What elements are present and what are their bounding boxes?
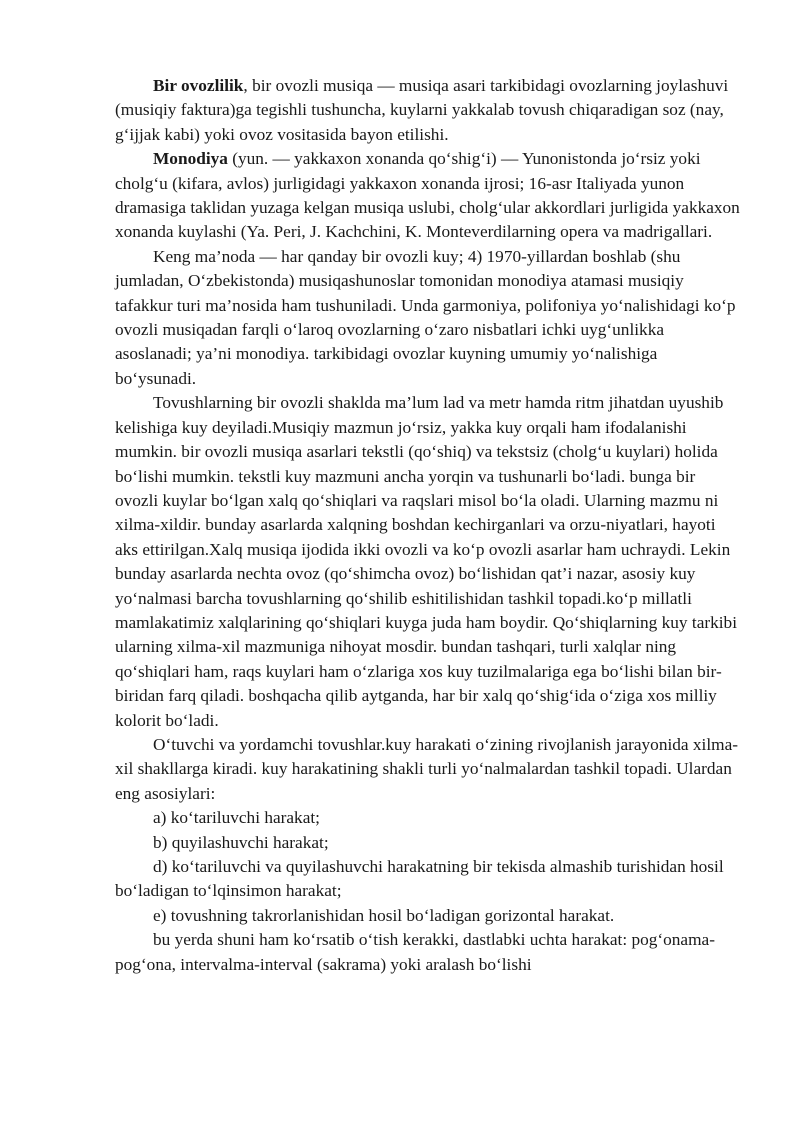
term-bir-ovozlilik: Bir ovozlilik xyxy=(153,76,244,95)
list-item-a: a) ko‘tariluvchi harakat; xyxy=(153,808,320,828)
list-item-d: d) ko‘tariluvchi va quyilashuvchi harakatning bir tekisda almashib turishidan hosil bo‘ladigan to‘lqinsimon harakat; xyxy=(115,857,724,901)
paragraph-keng-manoda: Keng ma’noda — har qanday bir ovozli kuy; 4) 1970-yillardan boshlab (shu jumladan, O‘zbekistonda) musiqashunoslar tomonidan monodiya atamasi musiqiy tafakkur turi ma’nosida ham tushuniladi. Unda garmoniya, polifoniya yo‘nalishidagi ko‘p ovozli musiqadan farqli o‘laroq ovozlarning o‘zaro nisbatlari ichki uyg‘unlikka asoslanadi; ya’ni monodiya. tarkibidagi ovozlar kuyning umumiy yo‘nalishiga bo‘ysunadi. xyxy=(115,246,736,388)
paragraph-kuy-definition: Tovushlarning bir ovozli shaklda ma’lum lad va metr hamda ritm jihatdan uyushib kelishiga kuy deyiladi.Musiqiy mazmun jo‘rsiz, yakka kuy orqali ham ifodalanishi mumkin. bir ovozli musiqa asarlari tekstli (qo‘shiq) va tekstsiz (cholg‘u kuylari) holida bo‘lishi mumkin. tekstli kuy mazmuni ancha yorqin va tushunarli bo‘ladi. bunga bir ovozli kuylar bo‘lgan xalq qo‘shiqlari va raqslari misol bo‘la oladi. Ularning mazmu ni xilma-xildir. bunday asarlarda xalqning boshdan kechirganlari va orzu-niyatlari, hayoti aks ettirilgan.Xalq musiqa ijodida ikki ovozli va ko‘p ovozli asarlar ham uchraydi. Lekin bunday asarlarda nechta ovoz (qo‘shimcha ovoz) bo‘lishidan qat’i nazar, asosiy kuy yo‘nalmasi barcha tovushlarning qo‘shilib eshitilishidan tashkil topadi.ko‘p millatli mamlakatimiz xalqlarining qo‘shiqlari kuyga juda ham boydir. Qo‘shiqlarning kuy tarkibi ularning xilma-xil mazmuniga nihoyat mosdir. bundan tashqari, turli xalqlar ning qo‘shiqlari ham, raqs kuylari ham o‘zlariga xos kuy tuzilmalariga ega bo‘lishi bilan bir-biridan farq qiladi. boshqacha qilib aytganda, har bir xalq qo‘shig‘ida o‘ziga xos milliy kolorit bo‘ladi. xyxy=(115,393,737,730)
paragraph-monodiya xyxy=(115,147,740,245)
list-item-b: b) quyilashuvchi harakat; xyxy=(153,832,329,852)
document-page xyxy=(115,74,740,977)
definition-monodiya: (yun. — yakkaxon xonanda qo‘shig‘i) — Yunonistonda jo‘rsiz yoki cholg‘u (kifara, avlos) jurligidagi yakkaxon xonanda ijrosi; 16-asr Italiyada yunon dramasiga taklidan yuzaga kelgan musiqa uslubi, cholg‘ular akkordlari jurligida yakkaxon xonanda kuylashi (Ya. Peri, J. Kachchini, K. Monteverdilarning opera va madrigallari. xyxy=(115,149,740,242)
paragraph-bir-ovozlilik xyxy=(115,74,740,147)
paragraph-closing: bu yerda shuni ham ko‘rsatib o‘tish kerakki, dastlabki uchta harakat: pog‘onama-pog‘ona, intervalma-interval (sakrama) yoki aralash bo‘lishi xyxy=(115,930,715,974)
paragraph-otuvchi-tovushlar: O‘tuvchi va yordamchi tovushlar.kuy harakati o‘zining rivojlanish jarayonida xilma-xil shakllarga kiradi. kuy harakatining shakli turli yo‘nalmalardan tashkil topadi. Ulardan eng asosiylari: xyxy=(115,734,739,803)
list-item-e: e) tovushning takrorlanishidan hosil bo‘ladigan gorizontal harakat. xyxy=(153,905,615,925)
term-monodiya: Monodiya xyxy=(153,149,228,169)
definition-bir-ovozlilik: , bir ovozli musiqa — musiqa asari tarkibidagi ovozlarning joylashuvi (musiqiy faktura)ga tegishli tushuncha, kuylarni yakkalab tovush chiqaradigan soz (nay, g‘ijjak kabi) yoki ovoz vositasida bayon etilishi. xyxy=(115,76,729,144)
